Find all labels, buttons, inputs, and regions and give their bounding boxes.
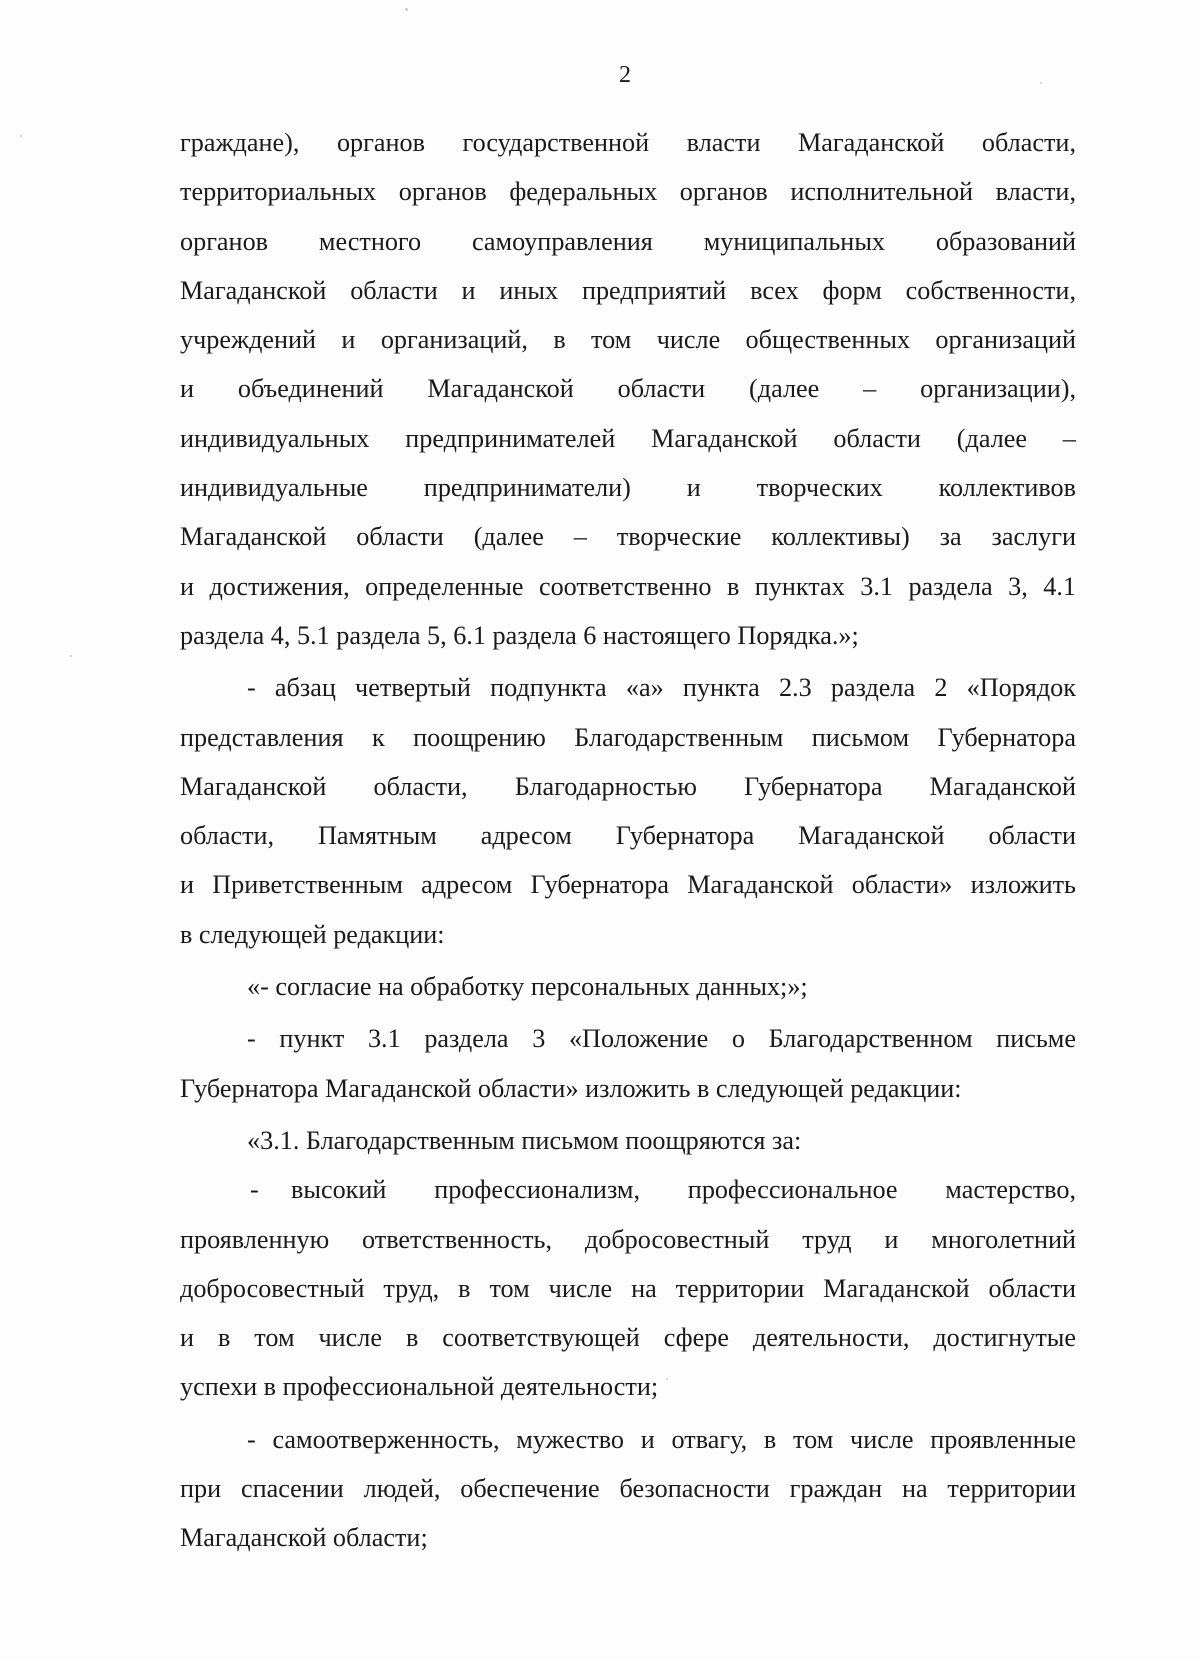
- text-line: учреждений и организаций, в том числе общественных организаций: [180, 325, 1076, 355]
- text-line: и достижения, определенные соответственно в пунктах 3.1 раздела 3, 4.1: [180, 571, 1076, 601]
- text-line: и в том числе в соответствующей сфере деятельности, достигнутые: [180, 1323, 1076, 1353]
- text-line: - абзац четвертый подпункта «а» пункта 2.3 раздела 2 «Порядок: [247, 673, 1076, 703]
- scan-speck: [20, 135, 22, 137]
- scan-speck: [666, 1378, 668, 1380]
- bullet-dash: -: [250, 1175, 259, 1205]
- text-line: проявленную ответственность, добросовестный труд и многолетний: [180, 1224, 1076, 1254]
- document-body: [180, 118, 1076, 1563]
- text-line: «- согласие на обработку персональных данных;»;: [247, 972, 808, 1002]
- text-line: индивидуальных предпринимателей Магаданской области (далее –: [180, 423, 1076, 453]
- text-line: «3.1. Благодарственным письмом поощряются за:: [247, 1125, 802, 1155]
- text-line: органов местного самоуправления муниципальных образований: [180, 226, 1076, 256]
- text-line: и объединений Магаданской области (далее – организации),: [180, 374, 1076, 404]
- text-line: граждане), органов государственной власти Магаданской области,: [180, 128, 1076, 157]
- text-line: области, Памятным адресом Губернатора Магаданской области: [180, 821, 1076, 851]
- text-line: - пункт 3.1 раздела 3 «Положение о Благодарственном письме: [247, 1024, 1076, 1054]
- text-line: при спасении людей, обеспечение безопасности граждан на территории: [180, 1474, 1076, 1504]
- text-line: Магаданской области;: [180, 1523, 428, 1553]
- text-line: Магаданской области и иных предприятий всех форм собственности,: [180, 275, 1076, 305]
- text-line: представления к поощрению Благодарственным письмом Губернатора: [180, 722, 1076, 752]
- scan-speck: [405, 8, 408, 11]
- text-line: добросовестный труд, в том числе на территории Магаданской области: [180, 1273, 1076, 1303]
- text-line: - самоотверженность, мужество и отвагу, в том числе проявленные: [247, 1424, 1076, 1454]
- text-line: индивидуальные предприниматели) и творческих коллективов: [180, 473, 1076, 503]
- text-line: [180, 1165, 1076, 1214]
- text-line: территориальных органов федеральных органов исполнительной власти,: [180, 177, 1076, 207]
- scan-speck: [70, 655, 72, 657]
- text-line-content: высокий профессионализм, профессиональное мастерство,: [291, 1175, 1076, 1205]
- page-number: 2: [619, 62, 631, 88]
- text-line: и Приветственным адресом Губернатора Магаданской области» изложить: [180, 870, 1076, 900]
- text-line: Магаданской области (далее – творческие коллективы) за заслуги: [180, 522, 1076, 552]
- text-line: раздела 4, 5.1 раздела 5, 6.1 раздела 6 настоящего Порядка.»;: [180, 620, 859, 650]
- text-line: успехи в профессиональной деятельности;: [180, 1372, 659, 1402]
- text-line: в следующей редакции:: [180, 919, 445, 949]
- scan-speck: [1040, 82, 1042, 84]
- text-line: Губернатора Магаданской области» изложить в следующей редакции:: [180, 1073, 962, 1103]
- text-line: Магаданской области, Благодарностью Губернатора Магаданской: [180, 771, 1076, 801]
